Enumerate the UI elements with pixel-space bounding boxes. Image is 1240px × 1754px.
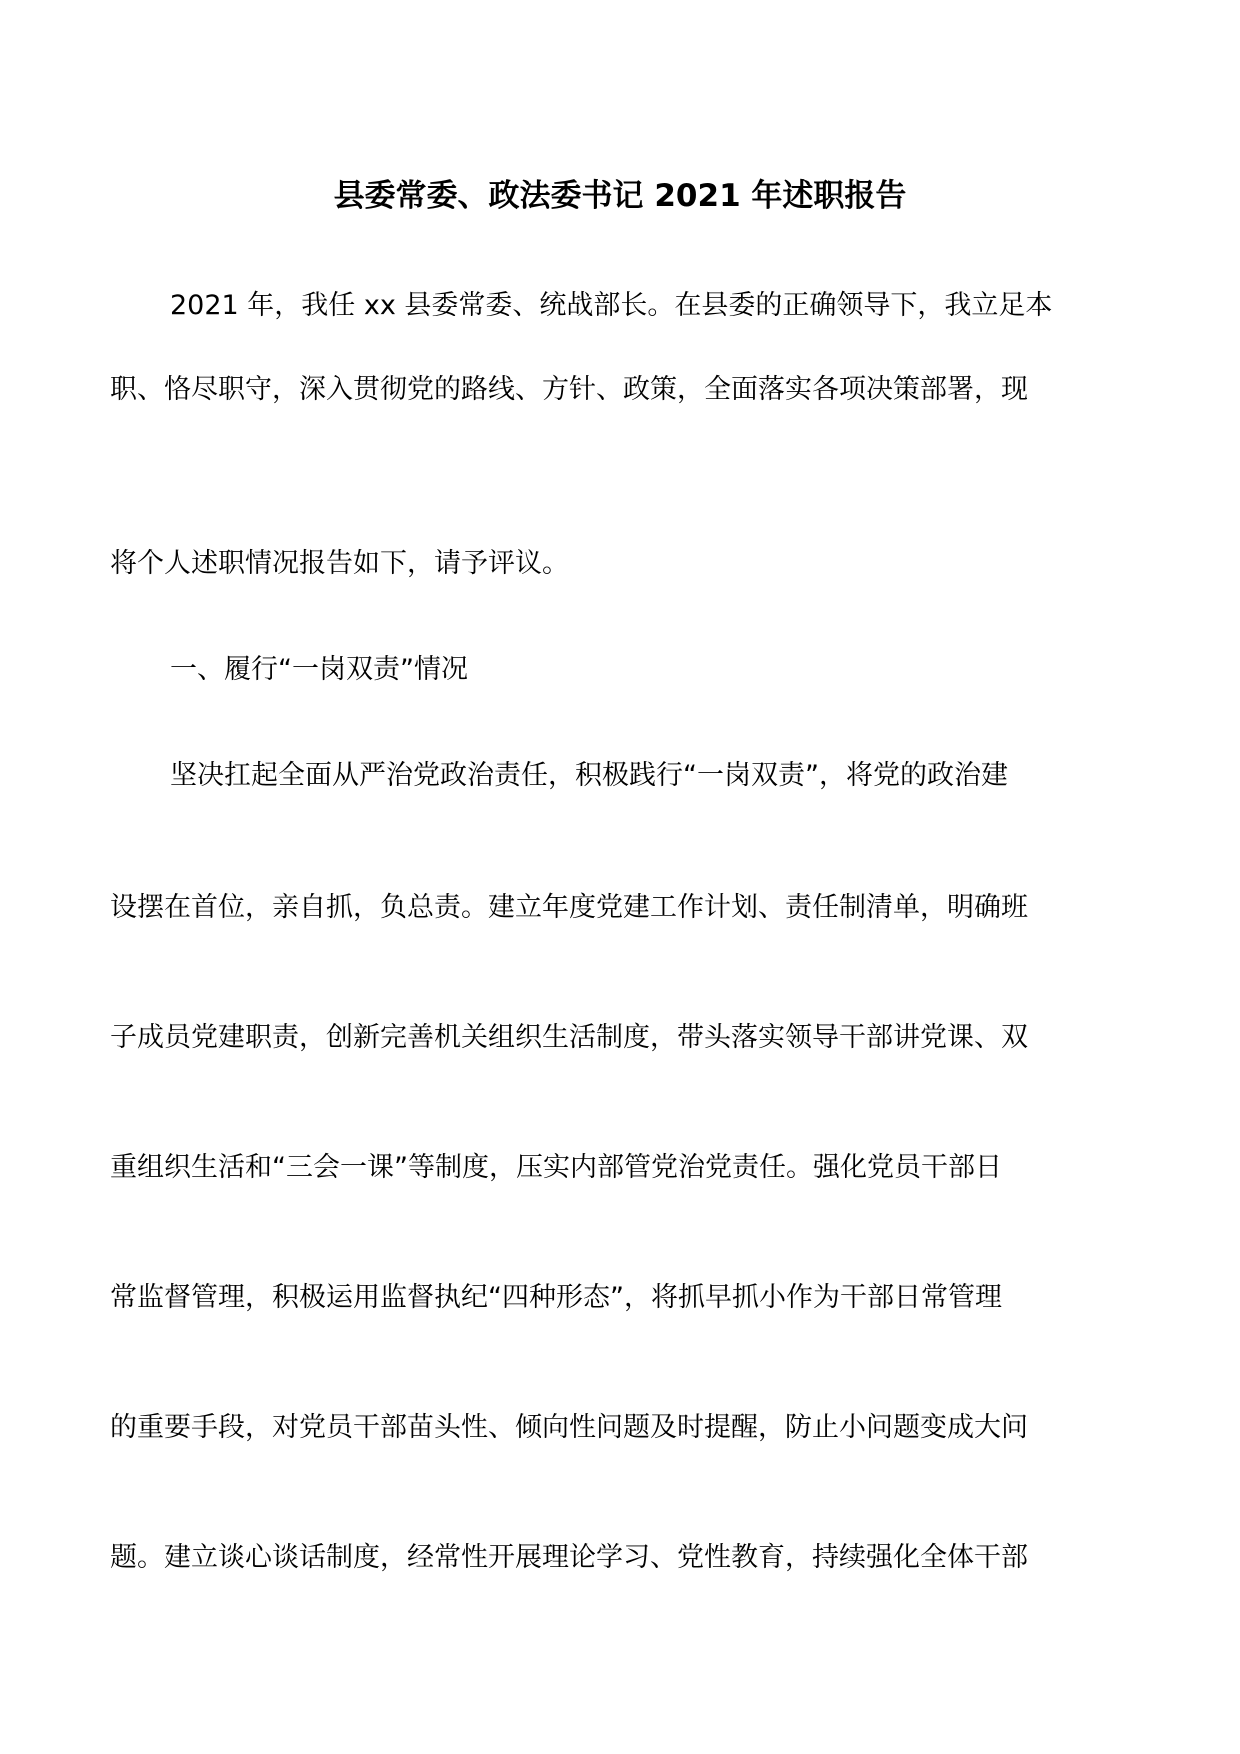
document-title: 县委常委、政法委书记 2021 年述职报告 — [333, 178, 907, 214]
paragraph-line: 设摆在首位，亲自抓，负总责。建立年度党建工作计划、责任制清单，明确班 — [110, 892, 1028, 923]
paragraph-line: 职、恪尽职守，深入贯彻党的路线、方针、政策，全面落实各项决策部署，现 — [110, 374, 1028, 405]
paragraph-line: 坚决扛起全面从严治党政治责任，积极践行“一岗双责”，将党的政治建 — [170, 760, 1008, 791]
paragraph-line: 重组织生活和“三会一课”等制度，压实内部管党治党责任。强化党员干部日 — [110, 1152, 1002, 1183]
paragraph-line: 题。建立谈心谈话制度，经常性开展理论学习、党性教育，持续强化全体干部 — [110, 1542, 1028, 1573]
paragraph-line: 2021 年，我任 xx 县委常委、统战部长。在县委的正确领导下，我立足本 — [170, 290, 1053, 321]
paragraph-line: 子成员党建职责，创新完善机关组织生活制度，带头落实领导干部讲党课、双 — [110, 1022, 1028, 1053]
paragraph-line: 将个人述职情况报告如下，请予评议。 — [110, 548, 569, 579]
section-heading: 一、履行“一岗双责”情况 — [170, 654, 468, 685]
paragraph-line: 常监督管理，积极运用监督执纪“四种形态”，将抓早抓小作为干部日常管理 — [110, 1282, 1002, 1313]
paragraph-line: 的重要手段，对党员干部苗头性、倾向性问题及时提醒，防止小问题变成大问 — [110, 1412, 1028, 1443]
